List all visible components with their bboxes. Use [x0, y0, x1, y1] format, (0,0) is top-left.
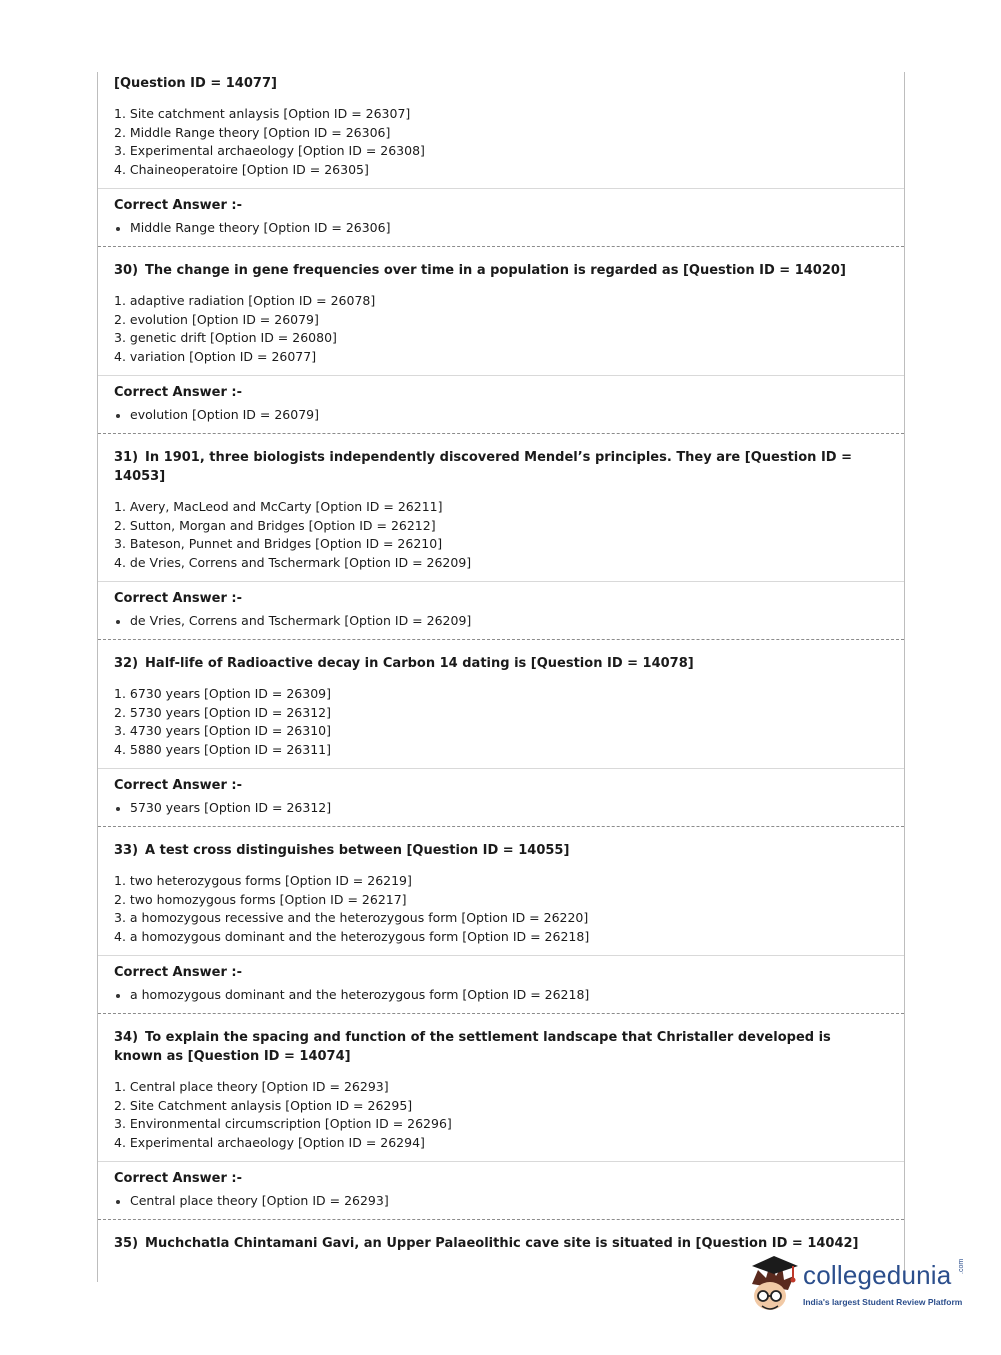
question-text: Muchchatla Chintamani Gavi, an Upper Palaeolithic cave site is situated in [Question ID = 14042]: [145, 1236, 859, 1251]
divider: [98, 768, 904, 769]
logo-tagline: India's largest Student Review Platform: [803, 1297, 963, 1307]
option: 1. Central place theory [Option ID = 26293]: [114, 1079, 389, 1094]
option: 2. two homozygous forms [Option ID = 26217]: [114, 891, 407, 907]
option: 3. Experimental archaeology [Option ID = 26308]: [114, 143, 425, 158]
question-number: 31): [114, 450, 139, 465]
logo-wordmark: collegedunia: [803, 1260, 952, 1290]
correct-answer: Middle Range theory [Option ID = 26306]: [114, 219, 888, 237]
option: 1. 6730 years [Option ID = 26309]: [114, 686, 331, 701]
option: 3. genetic drift [Option ID = 26080]: [114, 330, 337, 345]
option-list: [114, 498, 888, 572]
correct-answer: a homozygous dominant and the heterozygous form [Option ID = 26218]: [114, 986, 888, 1004]
answer-30: [98, 384, 904, 424]
option: 1. Site catchment anlaysis [Option ID = 26307]: [114, 106, 411, 121]
question-number: 30): [114, 263, 139, 278]
question-34: [98, 1028, 904, 1152]
question-32: [98, 654, 904, 759]
question-text: The change in gene frequencies over time in a population is regarded as [Question ID = 14020]: [145, 263, 846, 278]
collegedunia-logo: [744, 1250, 969, 1320]
correct-answer: Central place theory [Option ID = 26293]: [114, 1192, 888, 1210]
answer-32: [98, 777, 904, 817]
option: 1. Avery, MacLeod and McCarty [Option ID = 26211]: [114, 499, 443, 514]
divider: [98, 955, 904, 956]
option: 2. Sutton, Morgan and Bridges [Option ID = 26212]: [114, 517, 436, 533]
option: 3. Environmental circumscription [Option ID = 26296]: [114, 1116, 452, 1131]
option: 4. Experimental archaeology [Option ID = 26294]: [114, 1134, 425, 1150]
option-list: [114, 685, 888, 759]
question-number: 32): [114, 656, 139, 671]
option: 4. Chaineoperatoire [Option ID = 26305]: [114, 161, 369, 177]
correct-answer-label: Correct Answer :-: [114, 1171, 242, 1186]
question-divider: [98, 826, 904, 827]
option: 2. evolution [Option ID = 26079]: [114, 311, 319, 327]
answer-31: [98, 590, 904, 630]
question-title: [114, 841, 888, 860]
answer-29: [98, 197, 904, 237]
question-number: 34): [114, 1030, 139, 1045]
option: 3. 4730 years [Option ID = 26310]: [114, 723, 331, 738]
option: 2. Middle Range theory [Option ID = 26306]: [114, 124, 391, 140]
correct-answer: 5730 years [Option ID = 26312]: [114, 799, 888, 817]
question-text: A test cross distinguishes between [Question ID = 14055]: [145, 843, 570, 858]
graduate-mascot-icon: [744, 1250, 802, 1314]
divider: [98, 1161, 904, 1162]
correct-answer: de Vries, Correns and Tschermark [Option ID = 26209]: [114, 612, 888, 630]
question-title: [Question ID = 14077]: [114, 76, 277, 91]
correct-answer-label: Correct Answer :-: [114, 591, 242, 606]
correct-answer: evolution [Option ID = 26079]: [114, 406, 888, 424]
question-divider: [98, 1219, 904, 1220]
option: 4. variation [Option ID = 26077]: [114, 348, 317, 364]
correct-answer-label: Correct Answer :-: [114, 385, 242, 400]
question-title: [114, 448, 888, 486]
option-list: [114, 105, 888, 179]
option: 4. 5880 years [Option ID = 26311]: [114, 741, 331, 757]
divider: [98, 375, 904, 376]
option-list: [114, 872, 888, 946]
option: 3. a homozygous recessive and the heterozygous form [Option ID = 26220]: [114, 910, 589, 925]
option: 3. Bateson, Punnet and Bridges [Option ID = 26210]: [114, 536, 443, 551]
option-list: [114, 1078, 888, 1152]
divider: [98, 581, 904, 582]
correct-answer-label: Correct Answer :-: [114, 965, 242, 980]
option: 2. 5730 years [Option ID = 26312]: [114, 704, 331, 720]
option: 4. de Vries, Correns and Tschermark [Option ID = 26209]: [114, 554, 472, 570]
question-33: [98, 841, 904, 946]
logo-domain: .com: [958, 1258, 965, 1274]
option: 2. Site Catchment anlaysis [Option ID = 26295]: [114, 1097, 413, 1113]
correct-answer-label: Correct Answer :-: [114, 778, 242, 793]
question-text: In 1901, three biologists independently discovered Mendel’s principles. They are [Question ID = 14053]: [114, 450, 853, 484]
question-30: [98, 261, 904, 366]
question-divider: [98, 639, 904, 640]
question-number: 35): [114, 1236, 139, 1251]
question-title: [114, 654, 888, 673]
answer-34: [98, 1170, 904, 1210]
option-list: [114, 292, 888, 366]
question-divider: [98, 246, 904, 247]
question-number: 33): [114, 843, 139, 858]
question-text: Half-life of Radioactive decay in Carbon 14 dating is [Question ID = 14078]: [145, 656, 694, 671]
correct-answer-label: Correct Answer :-: [114, 198, 242, 213]
question-29: [98, 74, 904, 179]
question-divider: [98, 1013, 904, 1014]
question-title: [114, 261, 888, 280]
divider: [98, 188, 904, 189]
question-title: [114, 1028, 888, 1066]
option: 1. two heterozygous forms [Option ID = 26219]: [114, 873, 412, 888]
option: 1. adaptive radiation [Option ID = 26078]: [114, 293, 376, 308]
option: 4. a homozygous dominant and the heterozygous form [Option ID = 26218]: [114, 928, 590, 944]
answer-33: [98, 964, 904, 1004]
question-divider: [98, 433, 904, 434]
question-text: To explain the spacing and function of the settlement landscape that Christaller developed is known as [Question ID = 14074]: [114, 1030, 831, 1064]
question-31: [98, 448, 904, 572]
document-frame: [97, 72, 905, 1282]
